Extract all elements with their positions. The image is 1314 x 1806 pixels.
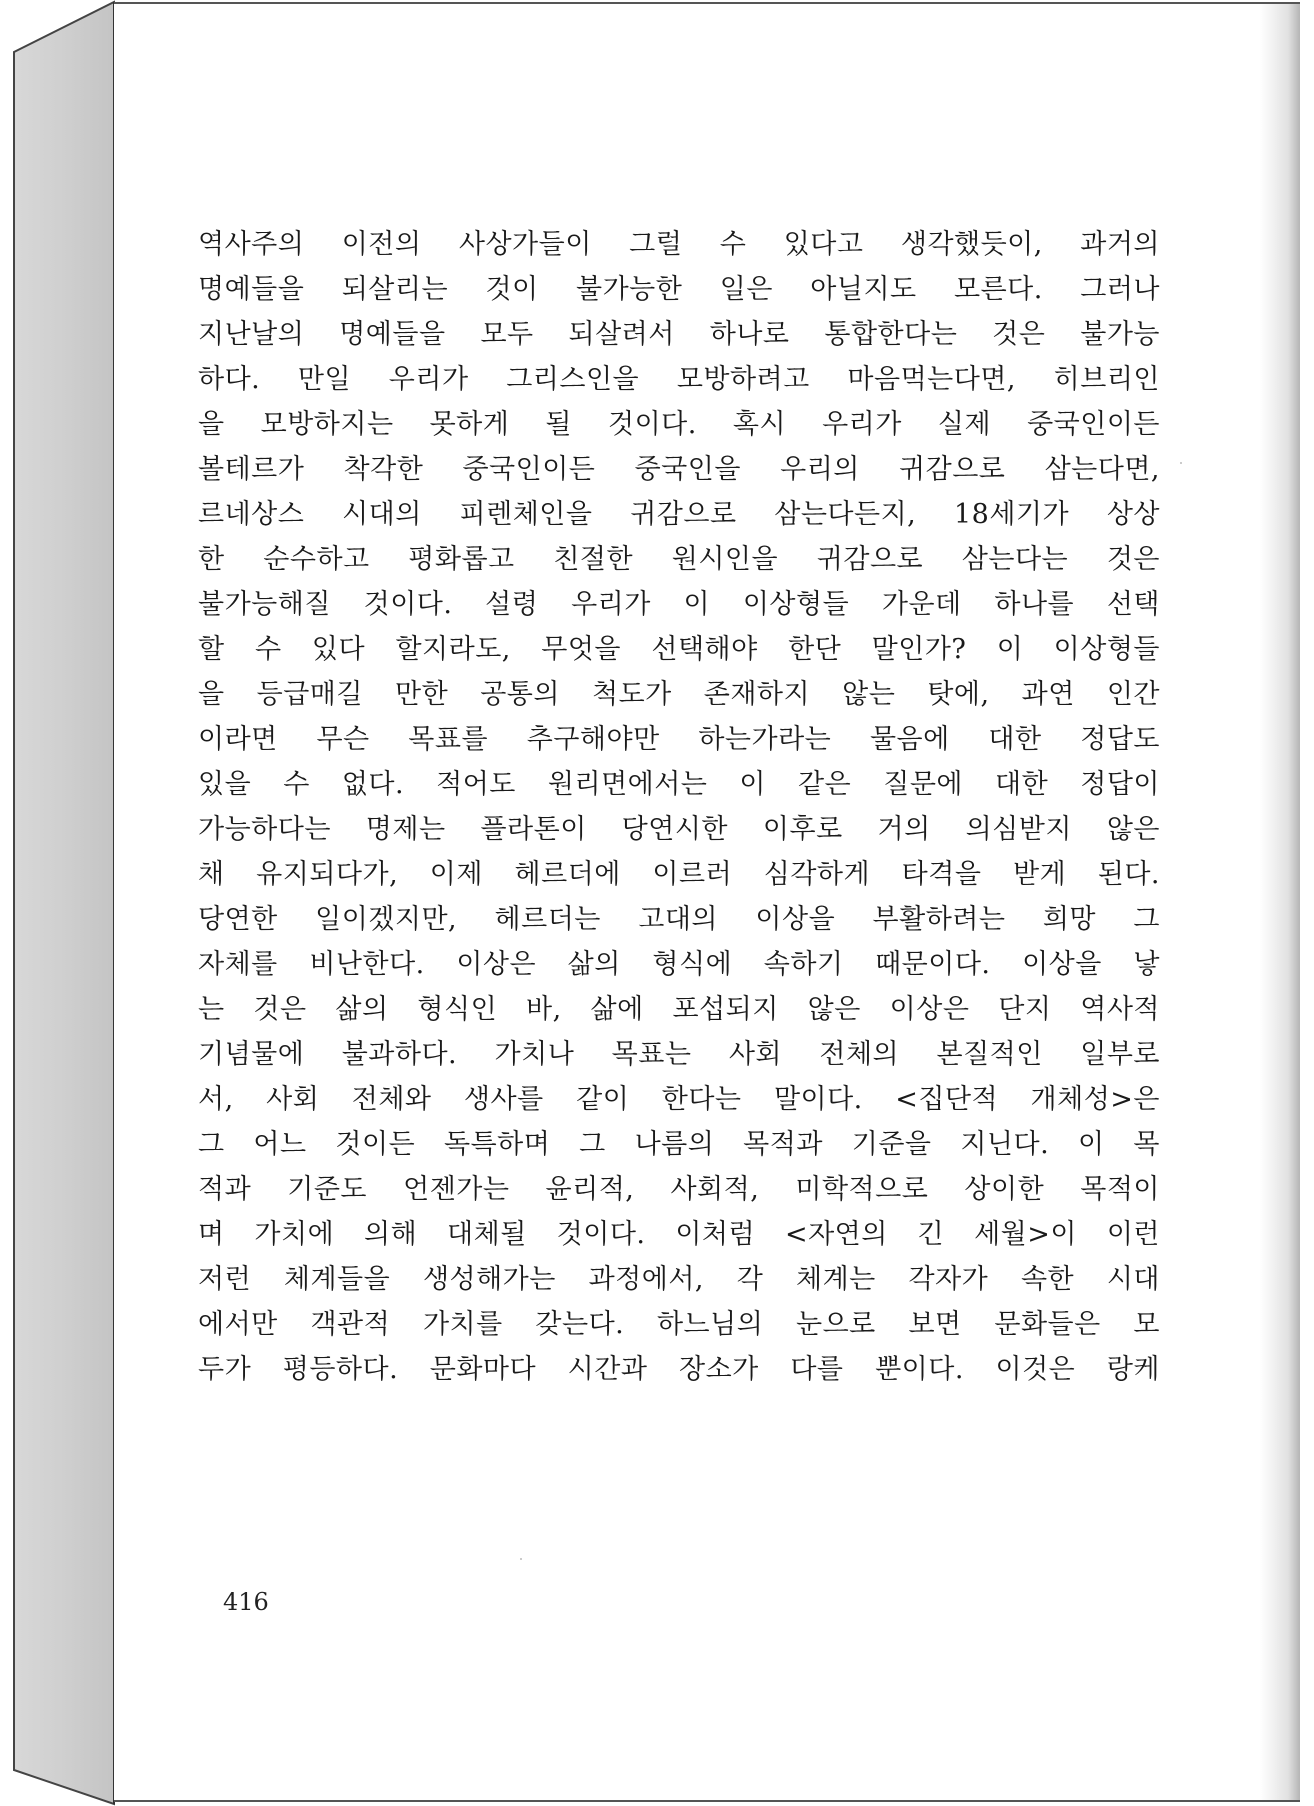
text-line: 채 유지되다가, 이제 헤르더에 이르러 심각하게 타격을 받게 된다. [198,859,1160,890]
text-line: 지난날의 명예들을 모두 되살려서 하나로 통합한다는 것은 불가능 [198,319,1160,350]
text-line: 에서만 객관적 가치를 갖는다. 하느님의 눈으로 보면 문화들은 모 [198,1309,1160,1340]
text-line: 두가 평등하다. 문화마다 시간과 장소가 다를 뿐이다. 이것은 랑케 [198,1354,1160,1385]
page-edge-shadow [1260,4,1300,1800]
text-line: 불가능해질 것이다. 설령 우리가 이 이상형들 가운데 하나를 선택 [198,589,1160,620]
text-line: 며 가치에 의해 대체될 것이다. 이처럼 <자연의 긴 세월>이 이런 [198,1219,1160,1250]
text-line: 가능하다는 명제는 플라톤이 당연시한 이후로 거의 의심받지 않은 [198,814,1160,845]
text-line: 저런 체계들을 생성해가는 과정에서, 각 체계는 각자가 속한 시대 [198,1264,1160,1295]
book-spine-edge [0,0,120,1806]
page-body-text [198,222,1160,1392]
text-line: 당연한 일이겠지만, 헤르더는 고대의 이상을 부활하려는 희망 그 [198,904,1160,935]
text-line: 을 모방하지는 못하게 될 것이다. 혹시 우리가 실제 중국인이든 [198,409,1160,440]
text-line: 그 어느 것이든 독특하며 그 나름의 목적과 기준을 지닌다. 이 목 [198,1129,1160,1160]
text-line: 이라면 무슨 목표를 추구해야만 하는가라는 물음에 대한 정답도 [198,724,1160,755]
text-line: 할 수 있다 할지라도, 무엇을 선택해야 한단 말인가? 이 이상형들 [198,634,1160,665]
text-line: 적과 기준도 언젠가는 윤리적, 사회적, 미학적으로 상이한 목적이 [198,1174,1160,1205]
text-line: 르네상스 시대의 피렌체인을 귀감으로 삼는다든지, 18세기가 상상 [198,499,1160,530]
text-line: 볼테르가 착각한 중국인이든 중국인을 우리의 귀감으로 삼는다면, [198,454,1160,485]
page-number: 416 [223,1588,269,1616]
paper-speck [520,1558,522,1560]
text-line: 명예들을 되살리는 것이 불가능한 일은 아닐지도 모른다. 그러나 [198,274,1160,305]
text-line: 하다. 만일 우리가 그리스인을 모방하려고 마음먹는다면, 히브리인 [198,364,1160,395]
text-line: 있을 수 없다. 적어도 원리면에서는 이 같은 질문에 대한 정답이 [198,769,1160,800]
text-line: 서, 사회 전체와 생사를 같이 한다는 말이다. <집단적 개체성>은 [198,1084,1160,1115]
text-line: 자체를 비난한다. 이상은 삶의 형식에 속하기 때문이다. 이상을 낳 [198,949,1160,980]
paper-speck [1180,462,1182,464]
text-line: 는 것은 삶의 형식인 바, 삶에 포섭되지 않은 이상은 단지 역사적 [198,994,1160,1025]
text-line: 한 순수하고 평화롭고 친절한 원시인을 귀감으로 삼는다는 것은 [198,544,1160,575]
text-line: 기념물에 불과하다. 가치나 목표는 사회 전체의 본질적인 일부로 [198,1039,1160,1070]
text-line: 을 등급매길 만한 공통의 척도가 존재하지 않는 탓에, 과연 인간 [198,679,1160,710]
text-line: 역사주의 이전의 사상가들이 그럴 수 있다고 생각했듯이, 과거의 [198,229,1160,260]
